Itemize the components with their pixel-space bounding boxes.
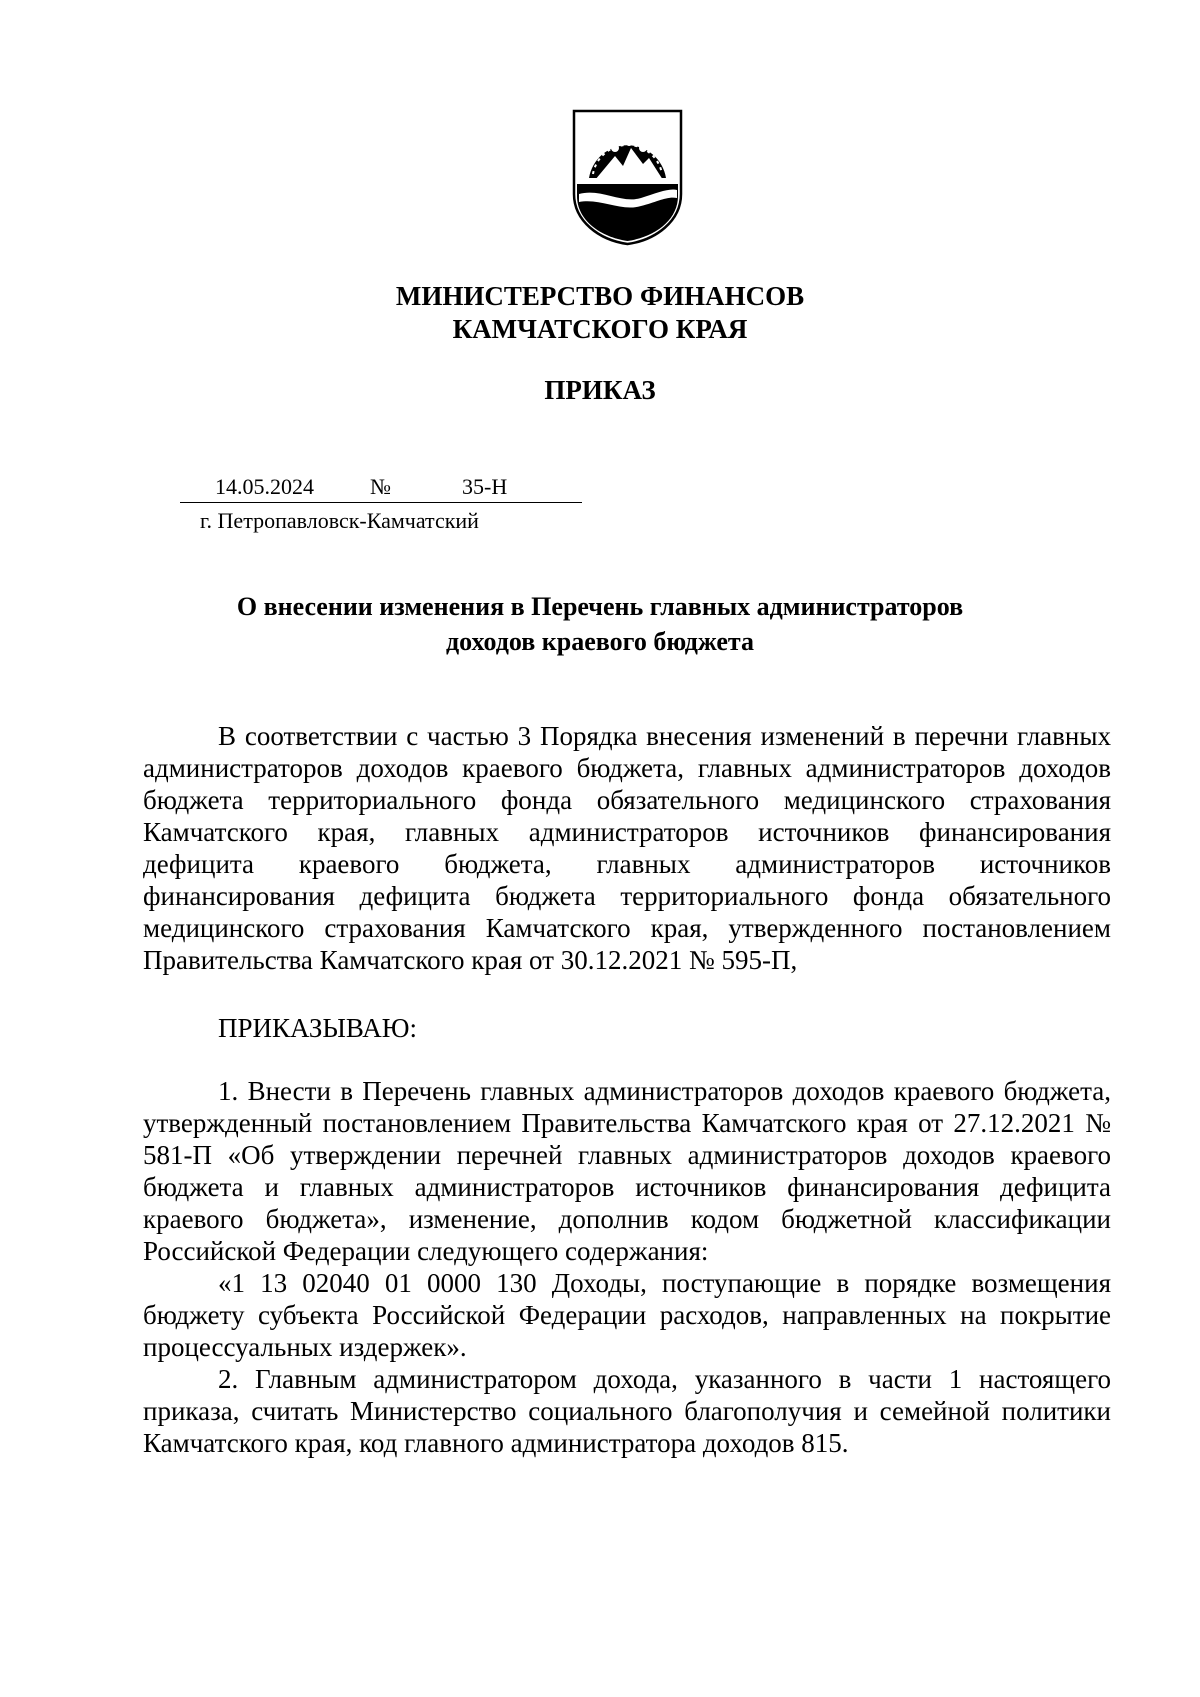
item-1-code-paragraph: «1 13 02040 01 0000 130 Доходы, поступающие в порядке возмещения бюджету субъекта Российской Федерации расходов, направленных на покрытие процессуальных издержек». bbox=[143, 1268, 1111, 1362]
item-1-paragraph: 1. Внести в Перечень главных администраторов доходов краевого бюджета, утвержденный постановлением Правительства Камчатского края от 27.12.2021 № 581-П «Об утверждении перечней главных администраторов доходов краевого бюджета и главных администраторов источников финансирования дефицита краевого бюджета», изменение, дополнив кодом бюджетной классификации Российской Федерации следующего содержания: bbox=[143, 1076, 1111, 1266]
title-line-2: доходов краевого бюджета bbox=[446, 627, 754, 656]
date-number-line bbox=[180, 472, 582, 503]
preamble-block bbox=[143, 720, 1111, 976]
preamble-paragraph: В соответствии с частью 3 Порядка внесения изменений в перечни главных администраторов доходов краевого бюджета, главных администраторов доходов бюджета территориального фонда обязательного медицинского страхования Камчатского края, главных администраторов источников финансирования дефицита краевого бюджета, главных администраторов источников финансирования дефицита бюджета территориального фонда обязательного медицинского страхования Камчатского края, утвержденного постановлением Правительства Камчатского края от 30.12.2021 № 595-П, bbox=[143, 721, 1111, 975]
decree-word: ПРИКАЗЫВАЮ: bbox=[218, 1013, 417, 1043]
document-meta bbox=[180, 472, 582, 533]
document-city: г. Петропавловск-Камчатский bbox=[200, 508, 479, 533]
document-number: 35-Н bbox=[462, 474, 508, 499]
title-line-1: О внесении изменения в Перечень главных администраторов bbox=[236, 592, 964, 621]
order-items bbox=[143, 1075, 1111, 1459]
document-date: 14.05.2024 bbox=[215, 474, 314, 499]
number-sign: № bbox=[370, 474, 391, 499]
item-2-paragraph: 2. Главным администратором дохода, указанного в части 1 настоящего приказа, считать Министерство социального благополучия и семейной политики Камчатского края, код главного администратора доходов 815. bbox=[143, 1364, 1111, 1458]
ministry-name bbox=[0, 280, 1200, 346]
document-title bbox=[0, 589, 1200, 659]
ministry-line-2: КАМЧАТСКОГО КРАЯ bbox=[452, 314, 748, 344]
ministry-line-1: МИНИСТЕРСТВО ФИНАНСОВ bbox=[395, 281, 805, 311]
kamchatka-coat-of-arms-icon bbox=[571, 108, 684, 247]
document-type: ПРИКАЗ bbox=[544, 375, 656, 405]
